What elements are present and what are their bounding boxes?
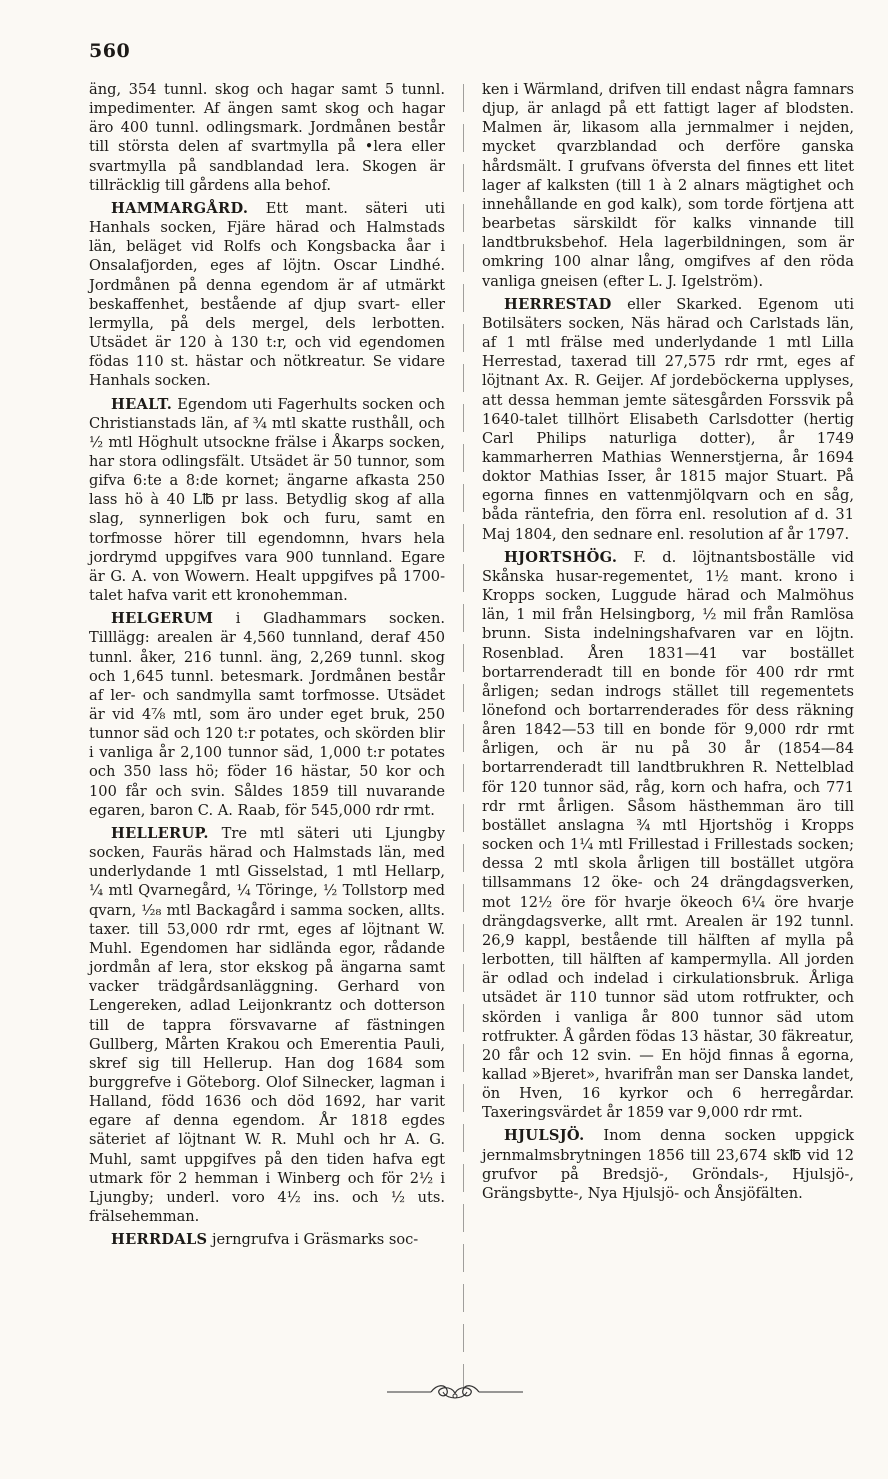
entry-helgerum	[89, 609, 445, 820]
headword: HJORTSHÖG.	[504, 548, 618, 566]
entry-hjulsjo	[482, 1126, 854, 1203]
headword: HEALT.	[111, 395, 173, 413]
entry-herrdals	[89, 1230, 445, 1249]
entry-healt	[89, 395, 445, 606]
headword: HERRESTAD	[504, 295, 612, 313]
entry-hellerup	[89, 824, 445, 1226]
headword: HERRDALS	[111, 1231, 208, 1249]
end-ornament-icon	[385, 1380, 525, 1404]
entry-hjortshog	[482, 548, 854, 1123]
entry-text: Inom denna socken uppgick jernmalmsbrytningen 1856 till 23,674 sk℔ vid 12 grufvor på Bredsjö-, Gröndals-, Hjulsjö-, Grängsbytte-, Nya Hjulsjö- och Ånsjöfälten.	[482, 1127, 854, 1202]
headword: HELLERUP.	[111, 824, 209, 842]
entry-text: Ett mant. säteri uti Hanhals socken, Fjäre härad och Halmstads län, beläget vid Rolfs och Kongsbacka åar i Onsalafjorden, eges af löjtn. Oscar Lindhé. Jordmånen på denna egendom är af utmärkt beskaffenhet, bestående af djup svart- eller lermylla, på dels mergel, dels lerbotten. Utsädet är 120 à 130 t:r, och vid egendomen födas 110 st. hästar och nötkreatur. Se vidare Hanhals socken.	[89, 199, 445, 390]
column-divider	[463, 84, 464, 1389]
entry-text: F. d. löjtnantsboställe vid Skånska husar-regementet, 1½ mant. krono i Kropps socken, Luggude härad och Malmöhus län, 1 mil från Helsingborg, ½ mil från Ramlösa brunn. Sista indelningshafvaren var en löjtn. Rosenblad. Åren 1831—41 var bostället bortarrenderadt till en bonde för 400 rdr rmt årligen; sedan indrogs stället till regementets lönefond och bortarrenderades för dess räkning åren 1842—53 till en bonde för 9,000 rdr rmt årligen, och är nu på 30 år (1854—84 bortarrenderadt till landtbrukhren R. Nettelblad för 120 tunnor säd, råg, korn och hafra, och 771 rdr rmt årligen. Såsom hästhemman äro till bostället anslagna ¾ mtl Hjortshög i Kropps socken och 1¼ mtl Frillestad i Frillestads socken; dessa 2 mtl skola årligen till bostället utgöra tillsammans 12 öke- och 24 drängdagsverken, mot 12½ öre för hvarje ökeoch 6¼ öre hvarje drängdagsverke, allt rmt. Arealen är 192 tunnl. 26,9 kappl, bestående till hälften af mylla på lerbotten, till hälften af kampermylla. All jorden är odlad och indelad i cirkulationsbruk. Årliga utsädet är 110 tunnor säd utom rotfrukter, och skörden i vanliga år 800 tunnor säd utom rotfrukter. Å gården födas 13 hästar, 30 fäkreatur, 20 får och 12 svin. — En höjd finnas å egorna, kallad »Bjeret», hvarifrån man ser Danska landet, ön Hven, 16 kyrkor och 6 herregårdar. Taxeringsvärdet år 1859 var 9,000 rdr rmt.	[482, 548, 854, 1122]
entry-text: eller Skarked. Egenom uti Botilsäters socken, Näs härad och Carlstads län, af 1 mtl frälse med underlydande 1 mtl Lilla Herrestad, taxerad till 27,575 rdr rmt, eges af löjtnant Ax. R. Geijer. Af jordeböckerna upplyses, att dessa hemman jemte sätesgården Forssvik på 1640-talet tillhört Elisabeth Carlsdotter (hertig Carl Philips naturliga dotter), år 1749 kammarherren Mathias Wennerstjerna, år 1694 doktor Mathias Isser, år 1815 major Stuart. På egorna finnes en vattenmjölqvarn och en såg, båda räntefria, den förra enl. resolution af d. 31 Maj 1804, den sednare enl. resolution af år 1797.	[482, 295, 854, 543]
headword: HELGERUM	[111, 610, 214, 628]
right-continuation: ken i Wärmland, drifven till endast några famnars djup, är anlagd på ett fattigt lager af blodsten. Malmen är, likasom alla jernmalmer i nejden, mycket qvarzblandad och derföre ganska hårdsmält. I grufvans öfversta del finnes ett litet lager af kalksten (till 1 à 2 alnars mägtighet och innehållande en god kalk), som torde förtjena att bearbetas särskildt för kalks vinnande till landtbruksbehof. Hela lagerbildningen, som är omkring 100 alnar lång, omgifves af den röda vanliga gneisen (efter L. J. Igelström).	[482, 81, 854, 290]
entry-text: jerngrufva i Gräsmarks soc-	[207, 1231, 419, 1249]
headword: HAMMARGÅRD.	[111, 199, 249, 217]
left-continuation: äng, 354 tunnl. skog och hagar samt 5 tunnl. impedimenter. Af ängen samt skog och hagar äro 400 tunnl. odlingsmark. Jordmånen består till största delen af svartmylla på •lera eller svartmylla på sandblandad lera. Skogen är tillräcklig till gårdens alla behof.	[89, 81, 445, 194]
left-column	[89, 80, 445, 1253]
entry-hammargard	[89, 199, 445, 391]
entry-text: Tre mtl säteri uti Ljungby socken, Fauräs härad och Halmstads län, med underlydande 1 mtl Gisselstad, 1 mtl Hellarp, ¼ mtl Qvarnegård, ¼ Töringe, ½ Tollstorp med qvarn, ¹⁄₂₈ mtl Backagård i samma socken, allts. taxer. till 53,000 rdr rmt, eges af löjtnant W. Muhl. Egendomen har sidlända egor, rådande jordmån af lera, stor ekskog på ängarna samt vacker trädgårdsanläggning. Gerhard von Lengereken, adlad Leijonkrantz och dotterson till de tappra försvavarne af fästningen Gullberg, Mårten Krakou och Emerentia Pauli, skref sig till Hellerup. Han dog 1684 som burggrefve i Göteborg. Olof Silnecker, lagman i Halland, född 1636 och död 1692, har varit egare af denna egendom. År 1818 egdes säteriet af löjtnant W. R. Muhl och hr A. G. Muhl, samt uppgifves på den tiden hafva egt utmark för 2 hemman i Winberg och för 2½ i Ljungby; underl. voro 4½ ins. och ½ uts. frälsehemman.	[89, 824, 445, 1226]
page-number: 560	[89, 40, 131, 62]
entry-text: i Gladhammars socken. Tilllägg: arealen är 4,560 tunnland, deraf 450 tunnl. åker, 216 tunnl. äng, 2,269 tunnl. skog och 1,645 tunnl. betesmark. Jordmånen består af ler- och sandmylla samt torfmosse. Utsädet är vid 4⅞ mtl, som äro under eget bruk, 250 tunnor säd och 120 t:r potates, och skörden blir i vanliga år 2,100 tunnor säd, 1,000 t:r potates och 350 lass hö; föder 16 hästar, 50 kor och 100 får och svin. Såldes 1859 till nuvarande egaren, baron C. A. Raab, för 545,000 rdr rmt.	[89, 610, 445, 819]
headword: HJULSJÖ.	[504, 1127, 585, 1145]
entry-herrestad	[482, 295, 854, 544]
entry-text: Egendom uti Fagerhults socken och Christianstads län, af ¾ mtl skatte rusthåll, och ½ mtl Höghult utsockne frälse i Åkarps socken, har stora odlingsfält. Utsädet är 50 tunnor, som gifva 6:te a 8:de kornet; ängarne afkasta 250 lass hö à 40 L℔ pr lass. Betydlig skog af alla slag, synnerligen bok och furu, samt en torfmosse hörer till egendomnn, hvars hela jordrymd uppgifves vara 900 tunnland. Egare är G. A. von Wowern. Healt uppgifves på 1700-talet hafva varit ett kronohemman.	[89, 395, 445, 605]
right-column	[482, 80, 854, 1207]
